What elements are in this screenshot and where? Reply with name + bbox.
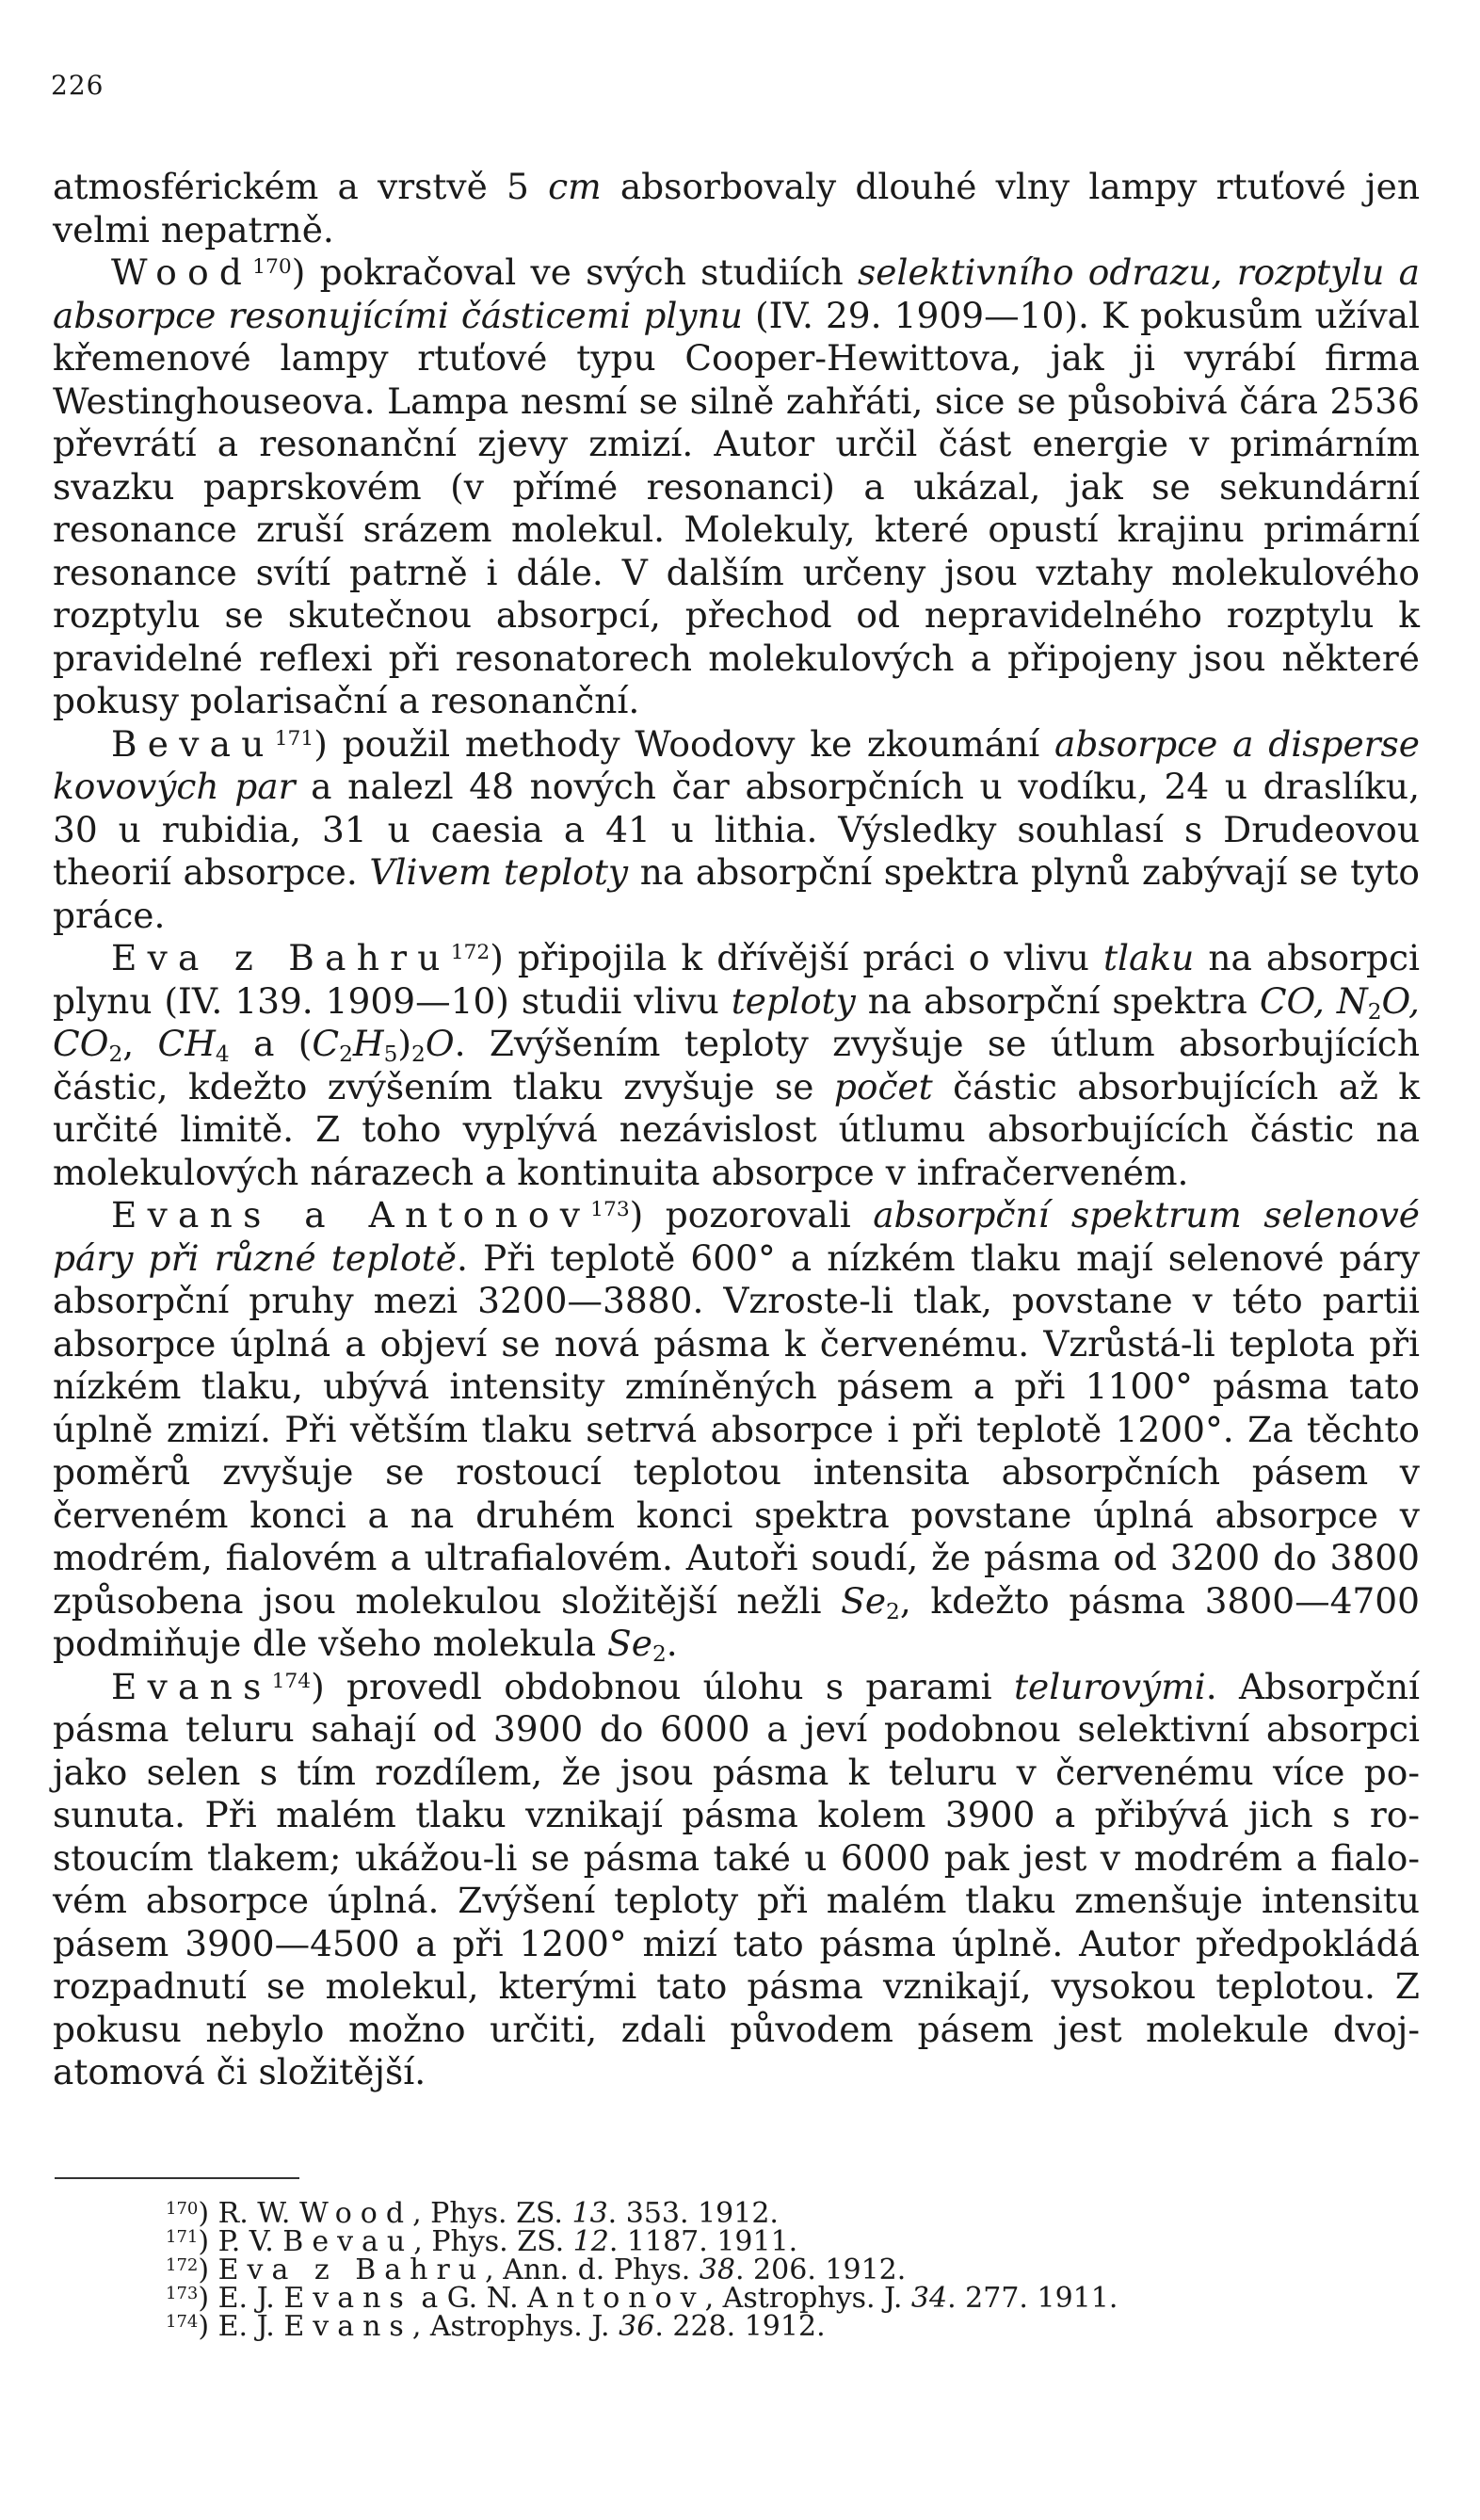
paragraph-text-segment: telurovými: [1013, 1665, 1206, 1707]
paragraph-text-segment: C: [312, 1023, 340, 1064]
paragraph-text-segment: ) pokračoval ve svých studiích: [291, 251, 859, 293]
footnote-text-segment: , Phys. ZS.: [413, 2225, 573, 2258]
paragraph-text-segment: Bevau: [111, 722, 275, 765]
paragraph-text-segment: Wood: [111, 251, 253, 293]
paragraph-text-segment: Vlivem teploty: [369, 851, 629, 893]
paragraph-1: [53, 166, 1420, 251]
paragraph-text-segment: H: [352, 1023, 384, 1064]
paragraph-bahru: [53, 937, 1420, 1194]
footnote-text-segment: . 206. 1912.: [734, 2253, 907, 2286]
paragraph-text-segment: 2: [339, 1041, 353, 1067]
footnote-text-segment: E. J.: [217, 2282, 284, 2315]
paragraph-text-segment: absorbovaly dlouhé vlny lampy rtuťové jen velmi nepatrně.: [53, 166, 1421, 250]
footnote-text-segment: Bevau: [282, 2225, 414, 2258]
footnote-divider: [55, 2177, 299, 2179]
paragraph-evans: [53, 1666, 1420, 2094]
paragraph-text-segment: počet: [833, 1065, 933, 1107]
footnote-paren: ): [198, 2310, 218, 2343]
paragraph-text-segment: cm: [548, 166, 602, 207]
paragraph-text-segment: O: [425, 1023, 455, 1064]
paragraph-text-segment: . Absorpční pásma teluru sahají od 3900 do 6000 a jeví podobnou selektivní absorpci jako selen s tím rozdílem, že jsou pásma k teluru v červenému více posunuta. Při malém tlaku vznikají pásma kolem 3900 a přibývá jich s rostoucím tlakem; ukážou-li se pásma také u 6000 pak jest v modrém a fialovém absorpce úplná. Zvýšení teploty při malém tlaku zmenšuje intensitu pásem 3900—4500 a při 1200° mizí tato pásma úplně. Autor předpokládá rozpadnutí se molekul, kterými tato pásma vznikají, vysokou teplotou. Z pokusu nebylo možno určiti, zdali původem pásem jest molekule dvojatomová či složitější.: [53, 1665, 1420, 2092]
paragraph-text-segment: ) připojila k dřívější práci o vlivu: [490, 937, 1103, 978]
footnote-text-segment: Antonov: [527, 2282, 705, 2315]
paragraph-text-segment: CH: [157, 1023, 216, 1064]
footnote-number: 171: [166, 2227, 199, 2247]
paragraph-text-segment: 5: [383, 1041, 398, 1067]
footnote-number: 173: [166, 2284, 199, 2303]
footnote-text-segment: 12: [572, 2225, 609, 2258]
paragraph-text-segment: CO, N: [1259, 979, 1368, 1022]
paragraph-text-segment: Se: [841, 1579, 887, 1622]
paragraph-text-segment: Eva z Bahru: [111, 937, 451, 978]
paragraph-text-segment: 2: [108, 1041, 123, 1067]
paragraph-text-segment: částic absorbujících až k určité limitě. Z toho vyplývá nezávislost útlumu absorbujících částic na molekulových nárazech a kontinuita absorpce v infračerveném.: [53, 1065, 1420, 1193]
footnote-173: [166, 2282, 1295, 2315]
footnote-number: 174: [166, 2312, 199, 2332]
paragraph-text-segment: 2: [1367, 998, 1382, 1025]
footnote-text-segment: , Astrophys. J.: [411, 2310, 619, 2343]
footnote-text-segment: , Ann. d. Phys.: [485, 2253, 700, 2286]
paragraph-text-segment: . Při teplotě 600° a nízkém tlaku mají selenové páry absorpční pruhy mezi 3200—3880. Vzroste-li tlak, povstane v této partii absorpce úplná a objeví se nová pásma k červenému. Vzrůstá-li teplota při nízkém tlaku, ubývá intensity zmíněných pásem a při 1100° pásma tato úplně zmizí. Při větším tlaku setrvá absorpce i při teplotě 1200°. Za těchto poměrů zvyšuje se rostoucí teplotou intensita absorpčních pásem v červeném konci a na druhém konci spektra povstane úplná absorpce v modrém, fialovém a ultrafialovém. Autoři soudí, že pásma od 3200 do 3800 způsobena jsou molekulou složitější nežli: [53, 1236, 1421, 1622]
paragraph-bevau: [53, 723, 1420, 938]
footnote-text-segment: 38: [699, 2253, 735, 2286]
footnote-text-segment: 34: [910, 2282, 948, 2315]
footnote-paren: ): [198, 2197, 218, 2230]
paragraph-wood: [53, 251, 1420, 723]
paragraph-text-segment: na absorpční spektra plynů zabývají se tyto práce.: [53, 851, 1420, 936]
footnote-text-segment: Evans: [283, 2310, 412, 2343]
footnote-171: [166, 2225, 1295, 2258]
footnote-paren: ): [198, 2253, 218, 2286]
footnote-172: [166, 2253, 1295, 2286]
paragraph-text-segment: 170: [252, 255, 292, 280]
footnote-text-segment: . 228. 1912.: [654, 2310, 826, 2343]
paragraph-text-segment: teploty: [731, 979, 856, 1022]
paragraph-text-segment: na absorpci plynu (IV. 139. 1909—10) studii vlivu: [53, 937, 1420, 1022]
footnote-text-segment: Evans: [283, 2282, 412, 2315]
footnote-text-segment: Eva z Bahru: [217, 2253, 486, 2286]
page-number: 226: [51, 70, 105, 101]
paragraph-text-segment: (IV. 29. 1909—10). K pokusům užíval křemenové lampy rtuťové typu Cooper-Hewittova, jak ji vyrábí firma Westinghouseova. Lampa nesmí se silně zahřáti, sice se působivá čára 2536 převrátí a resonanční zjevy zmizí. Autor určil část energie v primárním svazku paprskovém (v přímé resonanci) a ukázal, jak se sekundární resonance zruší srázem molekul. Molekuly, které opustí krajinu primární resonance svítí patrně i dále. V dalším určeny jsou vztahy molekulového rozptylu se skutečnou absorpcí, přechod od nepravidelného rozptylu k pravidelné reflexi při resonatorech molekulových a připojeny jsou některé pokusy polarisační a resonanční.: [53, 294, 1420, 721]
paragraph-text-segment: 172: [450, 941, 491, 965]
footnote-text-segment: E. J.: [217, 2310, 284, 2343]
paragraph-text-segment: 174: [271, 1669, 312, 1693]
paragraph-text-segment: selektivního odrazu, rozptylu a absorpce resonujícími částicemi plynu: [53, 251, 1420, 336]
paragraph-text-segment: absorpce a disperse kovových par: [53, 722, 1420, 807]
paragraph-text-segment: 173: [590, 1198, 630, 1222]
footnote-170: [166, 2197, 1295, 2230]
footnotes: [166, 2197, 1295, 2343]
paragraph-text-segment: 2: [886, 1598, 900, 1624]
paragraph-text-segment: O, CO: [53, 979, 1420, 1064]
paragraph-text-segment: , kdežto pásma 3800—4700 podmiňuje dle všeho molekula: [53, 1579, 1420, 1664]
footnote-number: 170: [166, 2199, 199, 2219]
footnote-text-segment: P. V.: [217, 2225, 283, 2258]
paragraph-text-segment: 2: [411, 1041, 426, 1067]
footnote-paren: ): [198, 2282, 218, 2315]
paragraph-text-segment: na absorpční spektra: [855, 979, 1260, 1022]
footnote-paren: ): [198, 2225, 218, 2258]
paragraph-text-segment: ,: [122, 1023, 158, 1064]
footnote-number: 172: [166, 2255, 199, 2275]
footnote-text-segment: . 353. 1912.: [607, 2197, 779, 2230]
paragraph-text-segment: 4: [215, 1041, 230, 1067]
paragraph-text-segment: tlaku: [1102, 937, 1195, 978]
body-text: [53, 166, 1420, 2094]
paragraph-text-segment: Evans a Antonov: [111, 1194, 591, 1236]
paragraph-text-segment: .: [666, 1623, 678, 1664]
footnote-text-segment: R. W.: [217, 2197, 299, 2230]
paragraph-text-segment: . Zvýšením teploty zvyšuje se útlum absorbujících částic, kdežto zvýšením tlaku zvyšuje se: [53, 1023, 1421, 1107]
paragraph-text-segment: ) pozorovali: [629, 1194, 874, 1236]
footnote-text-segment: . 277. 1911.: [947, 2282, 1118, 2315]
footnote-174: [166, 2310, 1295, 2343]
paragraph-text-segment: a nalezl 48 nových čar absorpčních u vodíku, 24 u draslíku, 30 u rubidia, 31 u caesia a 41 u lithia. Výsledky souhlasí s Drudeovou theorií absorpce.: [53, 766, 1420, 893]
paragraph-text-segment: ) použil methody Woodovy ke zkoumání: [314, 722, 1054, 765]
paragraph-text-segment: absorpční spektrum selenové páry při různé teplotě: [53, 1194, 1421, 1279]
paragraph-text-segment: ): [397, 1023, 412, 1064]
footnote-text-segment: . 1187. 1911.: [608, 2225, 798, 2258]
paragraph-text-segment: atmosférickém a vrstvě 5: [53, 166, 549, 207]
paragraph-text-segment: 2: [652, 1640, 667, 1667]
paragraph-text-segment: ) provedl obdobnou úlohu s parami: [311, 1665, 1014, 1707]
footnote-text-segment: a G. N.: [411, 2282, 528, 2315]
footnote-text-segment: , Astrophys. J.: [704, 2282, 911, 2315]
footnote-text-segment: Wood: [298, 2197, 413, 2230]
paragraph-text-segment: Se: [607, 1623, 652, 1664]
footnote-text-segment: , Phys. ZS.: [412, 2197, 572, 2230]
paragraph-text-segment: a (: [229, 1023, 313, 1064]
paragraph-evans-antonov: [53, 1194, 1420, 1666]
paragraph-text-segment: 171: [274, 726, 314, 751]
footnote-text-segment: 36: [619, 2310, 655, 2343]
footnote-text-segment: 13: [571, 2197, 608, 2230]
paragraph-text-segment: Evans: [111, 1665, 272, 1707]
